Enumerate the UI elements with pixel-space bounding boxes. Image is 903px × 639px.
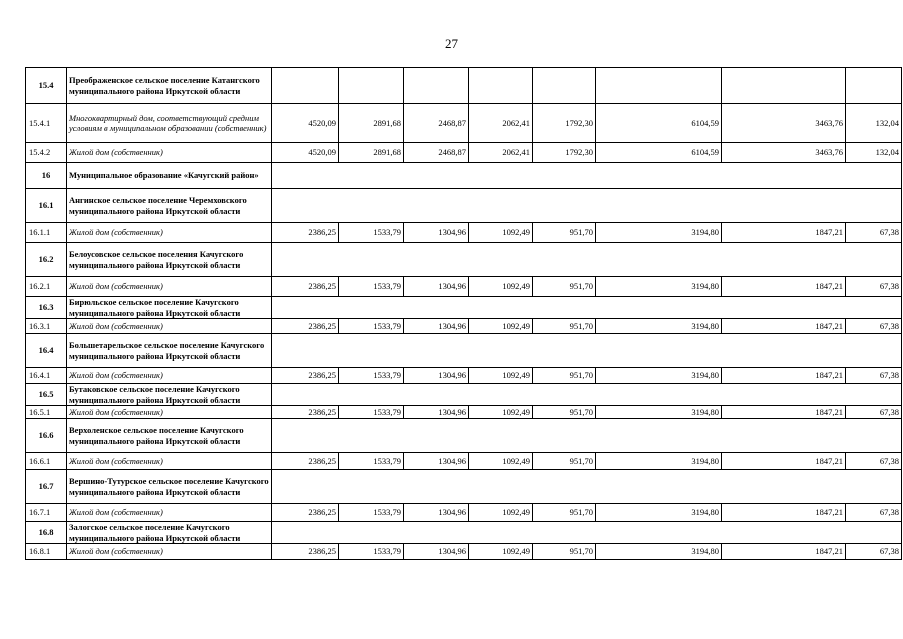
value-cell: 2062,41 bbox=[469, 143, 533, 163]
value-cell: 951,70 bbox=[533, 504, 596, 522]
housing-type: Жилой дом (собственник) bbox=[67, 544, 272, 560]
value-cell: 1092,49 bbox=[469, 406, 533, 419]
section-row bbox=[26, 68, 902, 104]
row-code: 16.3.1 bbox=[26, 319, 67, 334]
empty-cell bbox=[533, 68, 596, 104]
value-cell: 1533,79 bbox=[339, 368, 404, 384]
value-cell: 67,38 bbox=[846, 453, 902, 470]
value-cell: 3194,80 bbox=[596, 368, 722, 384]
value-cell: 67,38 bbox=[846, 277, 902, 297]
value-cell: 2468,87 bbox=[404, 104, 469, 143]
value-cell: 1092,49 bbox=[469, 223, 533, 243]
housing-type: Жилой дом (собственник) bbox=[67, 504, 272, 522]
value-cell: 1847,21 bbox=[722, 453, 846, 470]
value-cell: 1304,96 bbox=[404, 406, 469, 419]
value-cell: 2386,25 bbox=[272, 504, 339, 522]
value-cell: 1847,21 bbox=[722, 277, 846, 297]
value-cell: 3194,80 bbox=[596, 277, 722, 297]
value-cell: 67,38 bbox=[846, 368, 902, 384]
housing-type: Жилой дом (собственник) bbox=[67, 143, 272, 163]
value-cell: 3194,80 bbox=[596, 504, 722, 522]
table-row bbox=[26, 368, 902, 384]
section-row bbox=[26, 334, 902, 368]
value-cell: 2386,25 bbox=[272, 277, 339, 297]
housing-type: Жилой дом (собственник) bbox=[67, 319, 272, 334]
value-cell: 1092,49 bbox=[469, 453, 533, 470]
table-row bbox=[26, 319, 902, 334]
section-row bbox=[26, 419, 902, 453]
value-cell: 1304,96 bbox=[404, 368, 469, 384]
row-code: 16.2 bbox=[26, 243, 67, 277]
value-cell: 1304,96 bbox=[404, 319, 469, 334]
row-code: 16.7.1 bbox=[26, 504, 67, 522]
value-cell: 1792,30 bbox=[533, 104, 596, 143]
empty-cell bbox=[272, 243, 902, 277]
row-code: 15.4 bbox=[26, 68, 67, 104]
value-cell: 1847,21 bbox=[722, 544, 846, 560]
empty-cell bbox=[469, 68, 533, 104]
section-row bbox=[26, 163, 902, 189]
table-row bbox=[26, 406, 902, 419]
value-cell: 2386,25 bbox=[272, 544, 339, 560]
value-cell: 1533,79 bbox=[339, 453, 404, 470]
value-cell: 951,70 bbox=[533, 319, 596, 334]
empty-cell bbox=[722, 68, 846, 104]
row-code: 15.4.2 bbox=[26, 143, 67, 163]
value-cell: 1533,79 bbox=[339, 277, 404, 297]
row-code: 16.5.1 bbox=[26, 406, 67, 419]
empty-cell bbox=[272, 163, 902, 189]
housing-type: Жилой дом (собственник) bbox=[67, 368, 272, 384]
value-cell: 1847,21 bbox=[722, 223, 846, 243]
table-row bbox=[26, 544, 902, 560]
empty-cell bbox=[272, 522, 902, 544]
table-row bbox=[26, 453, 902, 470]
table-row bbox=[26, 104, 902, 143]
row-code: 16.8 bbox=[26, 522, 67, 544]
value-cell: 1533,79 bbox=[339, 319, 404, 334]
section-title: Залогское сельское поселение Качугского муниципального района Иркутской области bbox=[67, 522, 272, 544]
section-row bbox=[26, 522, 902, 544]
value-cell: 3194,80 bbox=[596, 406, 722, 419]
value-cell: 2386,25 bbox=[272, 453, 339, 470]
row-code: 16.8.1 bbox=[26, 544, 67, 560]
section-row bbox=[26, 384, 902, 406]
empty-cell bbox=[272, 384, 902, 406]
housing-type: Многоквартирный дом, соответствующий средним условиям в муниципальном образовании (собственник) bbox=[67, 104, 272, 143]
row-code: 16.4 bbox=[26, 334, 67, 368]
section-title: Белоусовское сельское поселения Качугского муниципального района Иркутской области bbox=[67, 243, 272, 277]
value-cell: 67,38 bbox=[846, 319, 902, 334]
value-cell: 1533,79 bbox=[339, 406, 404, 419]
tariff-table bbox=[25, 67, 902, 560]
value-cell: 1847,21 bbox=[722, 406, 846, 419]
section-row bbox=[26, 297, 902, 319]
empty-cell bbox=[272, 419, 902, 453]
value-cell: 1847,21 bbox=[722, 368, 846, 384]
value-cell: 951,70 bbox=[533, 368, 596, 384]
empty-cell bbox=[272, 470, 902, 504]
value-cell: 67,38 bbox=[846, 504, 902, 522]
value-cell: 951,70 bbox=[533, 277, 596, 297]
section-title: Ангинское сельское поселение Черемховского муниципального района Иркутской области bbox=[67, 189, 272, 223]
value-cell: 4520,09 bbox=[272, 104, 339, 143]
table-row bbox=[26, 223, 902, 243]
value-cell: 1304,96 bbox=[404, 544, 469, 560]
section-row bbox=[26, 243, 902, 277]
section-title: Верхоленское сельское поселение Качугского муниципального района Иркутской области bbox=[67, 419, 272, 453]
row-code: 16.3 bbox=[26, 297, 67, 319]
empty-cell bbox=[272, 334, 902, 368]
row-code: 16.6 bbox=[26, 419, 67, 453]
value-cell: 2386,25 bbox=[272, 368, 339, 384]
value-cell: 951,70 bbox=[533, 453, 596, 470]
value-cell: 6104,59 bbox=[596, 104, 722, 143]
section-title: Бирюльское сельское поселение Качугского муниципального района Иркутской области bbox=[67, 297, 272, 319]
section-title: Муниципальное образование «Качугский район» bbox=[67, 163, 272, 189]
value-cell: 132,04 bbox=[846, 104, 902, 143]
value-cell: 951,70 bbox=[533, 223, 596, 243]
value-cell: 67,38 bbox=[846, 544, 902, 560]
value-cell: 3194,80 bbox=[596, 319, 722, 334]
table-row bbox=[26, 143, 902, 163]
value-cell: 1092,49 bbox=[469, 544, 533, 560]
value-cell: 1092,49 bbox=[469, 368, 533, 384]
housing-type: Жилой дом (собственник) bbox=[67, 453, 272, 470]
value-cell: 1533,79 bbox=[339, 504, 404, 522]
value-cell: 2468,87 bbox=[404, 143, 469, 163]
row-code: 16.1.1 bbox=[26, 223, 67, 243]
value-cell: 1792,30 bbox=[533, 143, 596, 163]
row-code: 15.4.1 bbox=[26, 104, 67, 143]
value-cell: 2386,25 bbox=[272, 406, 339, 419]
value-cell: 3194,80 bbox=[596, 544, 722, 560]
row-code: 16.7 bbox=[26, 470, 67, 504]
value-cell: 2891,68 bbox=[339, 143, 404, 163]
value-cell: 3463,76 bbox=[722, 143, 846, 163]
value-cell: 951,70 bbox=[533, 406, 596, 419]
value-cell: 1533,79 bbox=[339, 223, 404, 243]
table-row bbox=[26, 277, 902, 297]
table-row bbox=[26, 504, 902, 522]
housing-type: Жилой дом (собственник) bbox=[67, 277, 272, 297]
value-cell: 1304,96 bbox=[404, 277, 469, 297]
row-code: 16.1 bbox=[26, 189, 67, 223]
value-cell: 2386,25 bbox=[272, 223, 339, 243]
row-code: 16.5 bbox=[26, 384, 67, 406]
value-cell: 2386,25 bbox=[272, 319, 339, 334]
value-cell: 6104,59 bbox=[596, 143, 722, 163]
value-cell: 4520,09 bbox=[272, 143, 339, 163]
row-code: 16.4.1 bbox=[26, 368, 67, 384]
value-cell: 3194,80 bbox=[596, 223, 722, 243]
value-cell: 1092,49 bbox=[469, 319, 533, 334]
value-cell: 1304,96 bbox=[404, 453, 469, 470]
empty-cell bbox=[339, 68, 404, 104]
section-title: Вершино-Тутурское сельское поселение Качугского муниципального района Иркутской области bbox=[67, 470, 272, 504]
value-cell: 1304,96 bbox=[404, 223, 469, 243]
empty-cell bbox=[846, 68, 902, 104]
value-cell: 1533,79 bbox=[339, 544, 404, 560]
table-body bbox=[26, 68, 902, 560]
empty-cell bbox=[596, 68, 722, 104]
section-title: Преображенское сельское поселение Катангского муниципального района Иркутской области bbox=[67, 68, 272, 104]
value-cell: 2062,41 bbox=[469, 104, 533, 143]
value-cell: 67,38 bbox=[846, 223, 902, 243]
row-code: 16 bbox=[26, 163, 67, 189]
section-title: Большетарельское сельское поселение Качугского муниципального района Иркутской области bbox=[67, 334, 272, 368]
empty-cell bbox=[272, 68, 339, 104]
empty-cell bbox=[404, 68, 469, 104]
value-cell: 951,70 bbox=[533, 544, 596, 560]
row-code: 16.6.1 bbox=[26, 453, 67, 470]
value-cell: 67,38 bbox=[846, 406, 902, 419]
value-cell: 1847,21 bbox=[722, 319, 846, 334]
section-title: Бутаковское сельское поселение Качугского муниципального района Иркутской области bbox=[67, 384, 272, 406]
section-row bbox=[26, 470, 902, 504]
page-number: 27 bbox=[445, 36, 458, 51]
value-cell: 1847,21 bbox=[722, 504, 846, 522]
empty-cell bbox=[272, 297, 902, 319]
value-cell: 3463,76 bbox=[722, 104, 846, 143]
value-cell: 132,04 bbox=[846, 143, 902, 163]
empty-cell bbox=[272, 189, 902, 223]
value-cell: 1304,96 bbox=[404, 504, 469, 522]
housing-type: Жилой дом (собственник) bbox=[67, 223, 272, 243]
housing-type: Жилой дом (собственник) bbox=[67, 406, 272, 419]
row-code: 16.2.1 bbox=[26, 277, 67, 297]
value-cell: 1092,49 bbox=[469, 504, 533, 522]
section-row bbox=[26, 189, 902, 223]
value-cell: 1092,49 bbox=[469, 277, 533, 297]
value-cell: 3194,80 bbox=[596, 453, 722, 470]
value-cell: 2891,68 bbox=[339, 104, 404, 143]
